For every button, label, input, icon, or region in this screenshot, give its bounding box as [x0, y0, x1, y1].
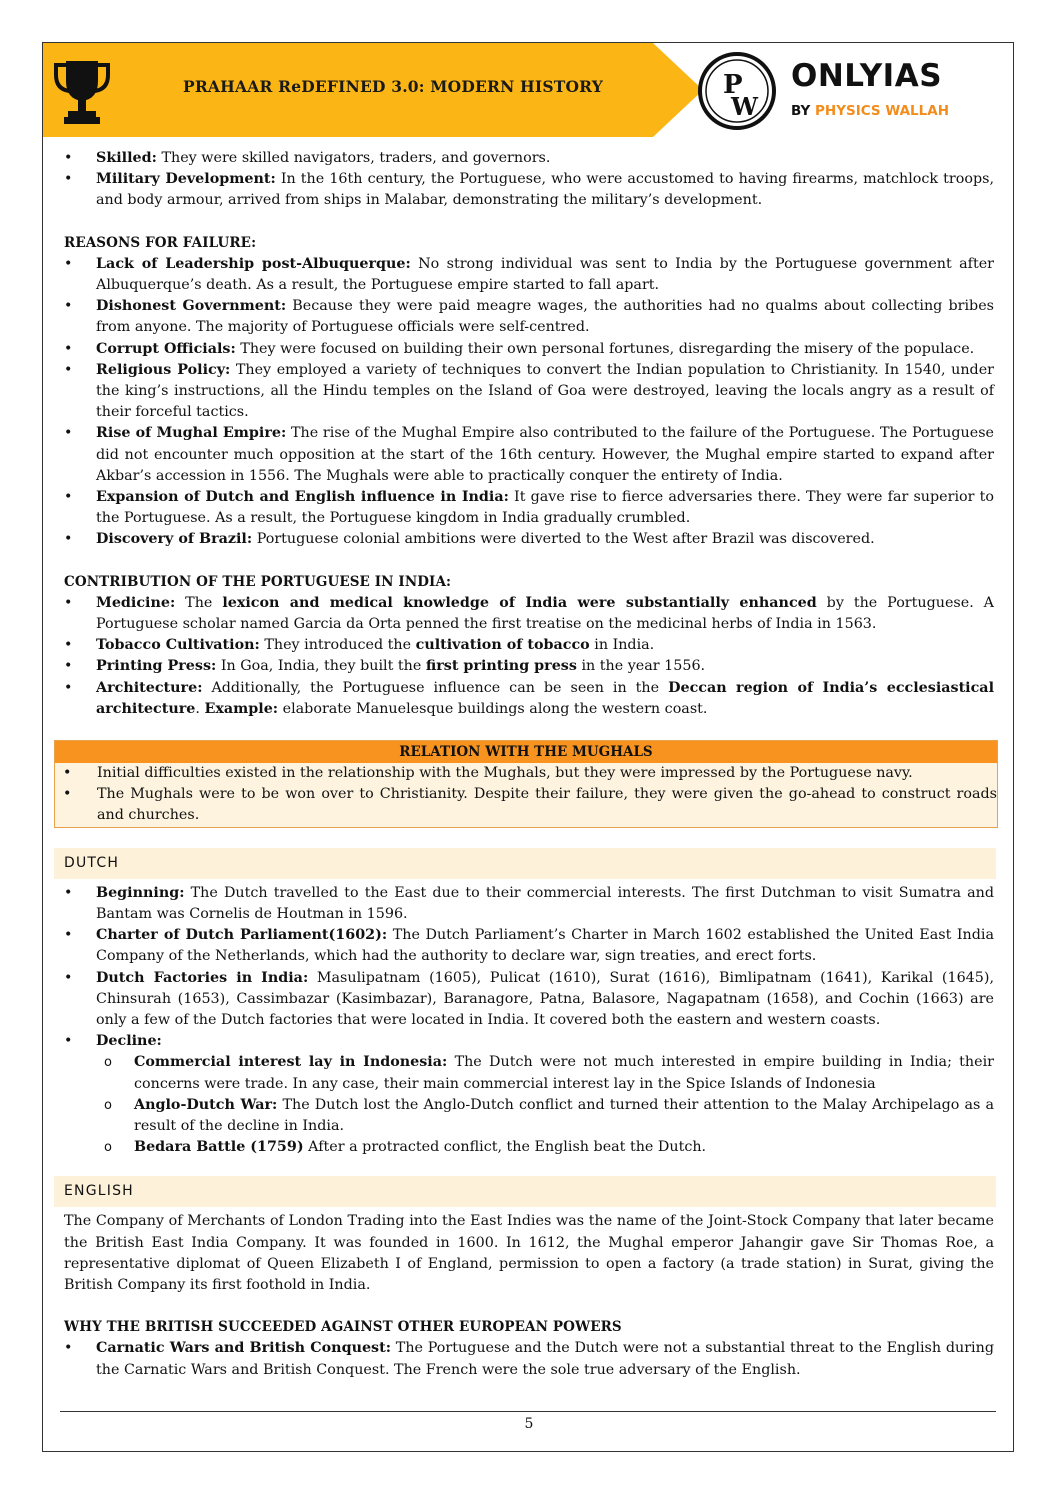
svg-text:W: W [731, 92, 758, 121]
contribution-list [64, 593, 994, 720]
list-item: • Military Development: In the 16th century, the Portuguese, who were accustomed to having firearms, matchlock troops, and body armour, arrived from ships in Malabar, demonstrating the military’s development. [64, 169, 994, 211]
mughals-box-title: RELATION WITH THE MUGHALS [55, 741, 997, 763]
list-item: • Beginning: The Dutch travelled to the East due to their commercial interests. The first Dutchman to visit Sumatra and Bantam was Cornelis de Houtman in 1596. [64, 883, 994, 925]
page-header [43, 43, 1013, 137]
section-bar-english: ENGLISH [54, 1176, 996, 1207]
list-item: • Architecture: Additionally, the Portuguese influence can be seen in the Deccan region of India’s ecclesiastical architecture. Example: elaborate Manuelesque buildings along the western coast. [64, 678, 994, 720]
sublist-item: o Anglo-Dutch War: The Dutch lost the Anglo-Dutch conflict and turned their attention to the Malay Archipelago as a result of the decline in India. [64, 1095, 994, 1137]
brand-name: ONLYIAS [791, 58, 943, 94]
list-item: • Carnatic Wars and British Conquest: The Portuguese and the Dutch were not a substantial threat to the English during the Carnatic Wars and British Conquest. The French were the sole true adversary of the English. [64, 1338, 994, 1380]
list-item: • Skilled: They were skilled navigators, traders, and governors. [64, 148, 994, 169]
section-heading-failure: REASONS FOR FAILURE: [64, 234, 257, 251]
list-item: • Rise of Mughal Empire: The rise of the Mughal Empire also contributed to the failure of the Portuguese. The Portuguese did not encounter much opposition at the start of the 16th century. However, the Mughal empire started to expand after Akbar’s accession in 1556. The Mughals were able to practically conquer the entirety of India. [64, 423, 994, 487]
list-item: • Tobacco Cultivation: They introduced the cultivation of tobacco in India. [64, 635, 994, 656]
brand-by: BY [791, 103, 811, 119]
document-title: PRAHAAR ReDEFINED 3.0: MODERN HISTORY [183, 77, 604, 96]
list-item: • Expansion of Dutch and English influence in India: It gave rise to fierce adversaries there. They were far superior to the Portuguese. As a result, the Portuguese kingdom in India gradually crumbled. [64, 487, 994, 529]
brand-physics-wallah: PHYSICS WALLAH [815, 103, 950, 119]
failure-list [64, 254, 994, 551]
section-heading-contribution: CONTRIBUTION OF THE PORTUGUESE IN INDIA: [64, 573, 452, 590]
why-british-list [64, 1338, 994, 1380]
mughals-box [54, 740, 998, 828]
list-item: • Decline: o Commercial interest lay in Indonesia: The Dutch were not much interested in empire building in India; their concerns were trade. In any case, their main commercial interest lay in the Spice Islands of Indonesia o Anglo-Dutch War: The Dutch lost the Anglo-Dutch conflict and turned their attention to the Malay Archipelago as a result of the decline in India. o Bedara Battle (1759) After a protracted conflict, the English beat the Dutch. [64, 1031, 994, 1158]
physics-wallah-logo-icon [697, 51, 777, 131]
list-item: • Charter of Dutch Parliament(1602): The Dutch Parliament’s Charter in March 1602 established the United East India Company of the Netherlands, which had the authority to declare war, sign treaties, and erect forts. [64, 925, 994, 967]
trophy-icon [53, 57, 111, 127]
list-item: • Printing Press: In Goa, India, they built the first printing press in the year 1556. [64, 656, 994, 677]
list-item: • Dishonest Government: Because they were paid meagre wages, the authorities had no qualms about collecting bribes from anyone. The majority of Portuguese officials were self-centred. [64, 296, 994, 338]
main-content [64, 148, 997, 1381]
svg-text:P: P [723, 70, 743, 100]
page-number: 5 [524, 1416, 534, 1432]
dutch-list [64, 883, 994, 1159]
decline-sublist [64, 1052, 994, 1158]
sublist-item: o Commercial interest lay in Indonesia: The Dutch were not much interested in empire building in India; their concerns were trade. In any case, their main commercial interest lay in the Spice Islands of Indonesia [64, 1052, 994, 1094]
mughals-list [55, 763, 997, 827]
section-bar-dutch: DUTCH [54, 848, 996, 879]
list-item: • Corrupt Officials: They were focused on building their own personal fortunes, disregarding the misery of the populace. [64, 339, 994, 360]
footer-divider [60, 1411, 996, 1412]
list-item: • The Mughals were to be won over to Christianity. Despite their failure, they were given the go-ahead to construct roads and churches. [55, 784, 997, 826]
list-item: • Dutch Factories in India: Masulipatnam (1605), Pulicat (1610), Surat (1616), Bimlipatnam (1641), Karikal (1645), Chinsurah (1653), Cassimbazar (Kasimbazar), Baranagore, Patna, Balasore, Nagapatnam (1658), and Cochin (1663) are only a few of the Dutch factories that were located in India. It covered both the eastern and western coasts. [64, 968, 994, 1032]
list-item: • Medicine: The lexicon and medical knowledge of India were substantially enhanced by the Portuguese. A Portuguese scholar named Garcia da Orta penned the first treatise on the medicinal herbs of India in 1563. [64, 593, 994, 635]
brand-tagline [791, 103, 949, 119]
intro-list [64, 148, 994, 212]
list-item: • Discovery of Brazil: Portuguese colonial ambitions were diverted to the West after Brazil was discovered. [64, 529, 994, 550]
list-item: • Initial difficulties existed in the relationship with the Mughals, but they were impressed by the Portuguese navy. [55, 763, 997, 784]
sublist-item: o Bedara Battle (1759) After a protracted conflict, the English beat the Dutch. [64, 1137, 994, 1158]
english-paragraph: The Company of Merchants of London Trading into the East Indies was the name of the Joint-Stock Company that later became the British East India Company. It was founded in 1600. In 1612, the Mughal emperor Jahangir gave Sir Thomas Roe, a representative diplomat of Queen Elizabeth I of England, permission to open a factory (a trade station) in Surat, giving the British Company its first foothold in India. [64, 1213, 994, 1293]
list-item: • Religious Policy: They employed a variety of techniques to convert the Indian population to Christianity. In 1540, under the king’s instructions, all the Hindu temples on the Island of Goa were destroyed, leaving the locals angry as a result of their forceful tactics. [64, 360, 994, 424]
list-item: • Lack of Leadership post-Albuquerque: No strong individual was sent to India by the Portuguese government after Albuquerque’s death. As a result, the Portuguese empire started to fall apart. [64, 254, 994, 296]
section-heading-why-british: WHY THE BRITISH SUCCEEDED AGAINST OTHER EUROPEAN POWERS [64, 1319, 622, 1336]
